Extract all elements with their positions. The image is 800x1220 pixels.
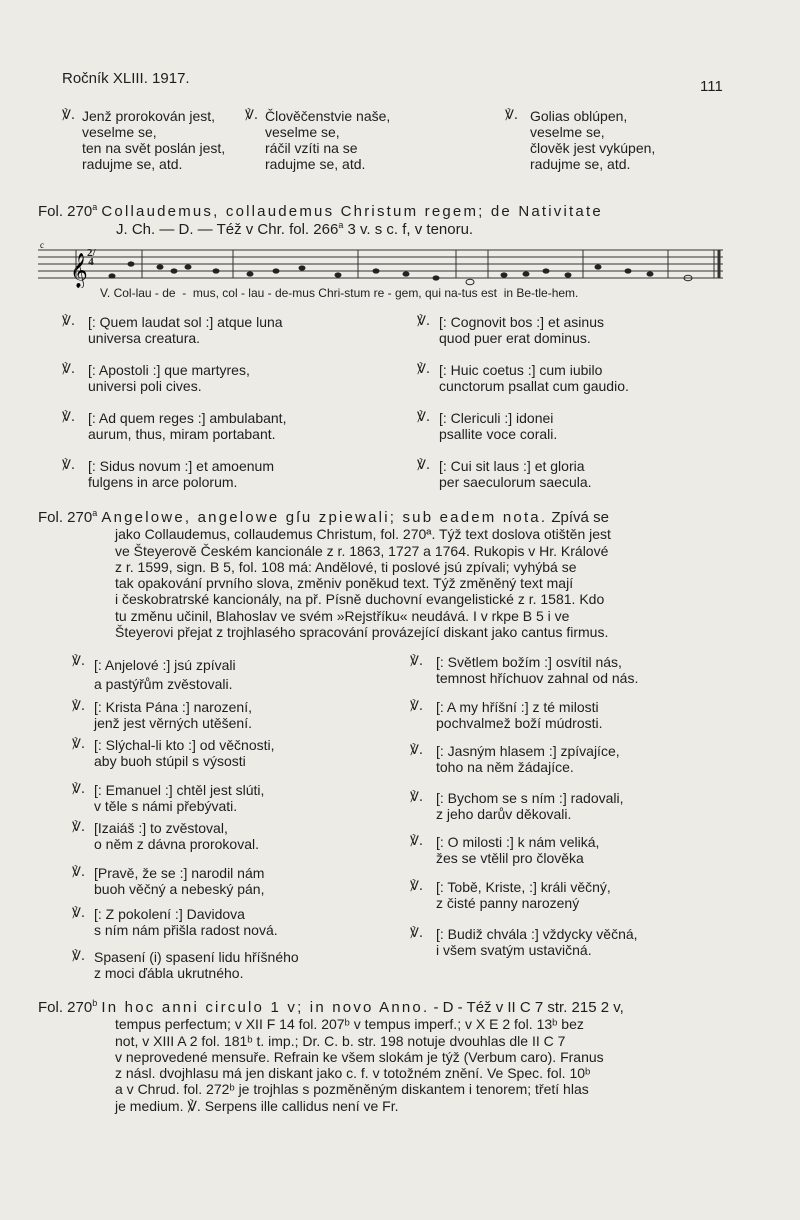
verse-line: [: Apostoli :] que martyres,	[88, 362, 250, 378]
verse-line: cunctorum psallat cum gaudio.	[439, 378, 629, 394]
versicle-sign: ℣.	[417, 458, 431, 473]
verse-line: temnost hříchuov zahnal od nás.	[436, 670, 639, 686]
versicle-sign: ℣.	[72, 820, 86, 835]
verse-line: žes se vtělil pro člověka	[436, 850, 584, 866]
czech-verse	[410, 699, 750, 743]
verse-line: veselme se,	[265, 124, 340, 140]
versicle-sign: ℣.	[62, 410, 76, 425]
verse-line: z jeho darův děkovali.	[436, 806, 572, 822]
czech-verse	[410, 654, 750, 699]
latin-verses-left	[62, 314, 402, 506]
song-title: Angelowe, angelowe gſu zpiewali; sub eadem nota.	[101, 509, 548, 526]
latin-verse	[417, 362, 757, 410]
czech-verse	[72, 654, 402, 699]
verse-line: člověk jest vykúpen,	[530, 140, 656, 156]
time-signature: 2/4	[87, 247, 96, 268]
versicle-sign: ℣.	[410, 834, 424, 849]
section-collaudemus	[38, 203, 603, 239]
source-note: J. Ch. — D. — Též v Chr. fol. 266	[116, 221, 339, 238]
music-lyrics: V. Col-lau - de - mus, col - lau - de-mus Chri-stum re - gem, qui na-tus est in Be-tle-hem.	[100, 286, 579, 300]
versicle-sign: ℣.	[410, 790, 424, 805]
versicle-sign: ℣.	[417, 362, 431, 377]
notes	[109, 261, 693, 284]
verse-line: [: Sidus novum :] et amoenum	[88, 458, 274, 474]
latin-verses-right	[417, 314, 757, 506]
verse-line: radujme se, atd.	[82, 156, 183, 172]
versicle-sign: ℣.	[62, 458, 76, 473]
latin-verse	[62, 458, 402, 506]
czech-verse	[72, 737, 402, 782]
section-angelowe	[38, 510, 611, 640]
source-sup: a	[338, 220, 344, 230]
verse-line: radujme se, atd.	[265, 156, 366, 172]
verse-line: [Izaiáš :] to zvěstoval,	[94, 820, 228, 836]
verse-line: per saeculorum saecula.	[439, 474, 592, 490]
treble-clef-icon: 𝄞	[70, 253, 88, 288]
latin-verse	[417, 314, 757, 362]
page-number: 111	[700, 78, 723, 95]
paragraph-text: Zpívá se	[547, 509, 609, 526]
top-verse-3	[505, 108, 655, 172]
paragraph-line: je medium. ℣. Serpens ille callidus není ve Fr.	[115, 1097, 399, 1114]
versicle-sign: ℣.	[72, 737, 86, 752]
verse-line: Člověčenstvie naše,	[265, 108, 391, 124]
song-title: In hoc anni circulo 1 v; in novo Anno.	[101, 999, 430, 1016]
versicle-sign: ℣.	[72, 906, 86, 921]
versicle-sign: ℣.	[72, 949, 86, 964]
verse-line: veselme se,	[530, 124, 605, 140]
versicle-sign: ℣.	[72, 782, 86, 797]
verse-line: [: Budiž chvála :] vždycky věčná,	[436, 926, 638, 942]
paragraph-line: z násl. dvojhlasu má jen diskant jako c. f. v totožném znění. Ve Spec. fol. 10ᵇ	[115, 1065, 591, 1082]
verse-line: [: A my hříšní :] z té milosti	[436, 699, 599, 715]
versicle-sign: ℣.	[505, 108, 519, 123]
running-title: Ročník XLIII. 1917.	[62, 70, 190, 87]
verse-line: psallite voce corali.	[439, 426, 558, 442]
versicle-sign: ℣.	[410, 699, 424, 714]
paragraph-line: Šteyerovi přejat z trojhlasého spracování provázející diskant jako cantus firmus.	[115, 624, 609, 641]
source-note-rest: 3 v. s c. f, v tenoru.	[343, 221, 474, 238]
verse-line: quod puer erat dominus.	[439, 330, 591, 346]
versicle-sign: ℣.	[72, 699, 86, 714]
versicle-sign: ℣.	[62, 314, 76, 329]
verse-line: [: Světlem božím :] osvítil nás,	[436, 654, 622, 670]
verse-line: fulgens in arce polorum.	[88, 474, 238, 490]
verse-line: a pastýřům zvěstovali.	[94, 676, 233, 692]
folio-sup: a	[92, 508, 98, 518]
latin-verse	[417, 458, 757, 506]
verse-line: s ním nám přišla radost nová.	[94, 922, 278, 938]
paragraph-line: jako Collaudemus, collaudemus Christum, fol. 270ª. Týž text doslova otištěn jest	[115, 526, 611, 543]
versicle-sign: ℣.	[417, 314, 431, 329]
czech-verse	[410, 743, 750, 790]
verse-line: [: Quem laudat sol :] atque luna	[88, 314, 283, 330]
versicle-sign: ℣.	[62, 108, 76, 123]
verse-line: z moci ďábla ukrutného.	[94, 965, 244, 981]
song-title: Collaudemus, collaudemus Christum regem; de Nativitate	[101, 203, 603, 220]
versicle-sign: ℣.	[72, 654, 86, 669]
folio-sup: b	[92, 998, 98, 1008]
czech-verse	[72, 699, 402, 737]
latin-verse	[62, 314, 402, 362]
paragraph-line: not, v XIII A 2 fol. 181ᵇ t. imp.; Dr. C. b. str. 198 notuje dvouhlas dle II C 7	[115, 1032, 566, 1049]
verse-line: [: Slýchal-li kto :] od věčnosti,	[94, 737, 275, 753]
folio-label: Fol. 270	[38, 999, 93, 1016]
verse-line: pochvalmež boží múdrosti.	[436, 715, 603, 731]
verse-line: jenž jest věrných utěšení.	[94, 715, 252, 731]
verse-line: [: Cognovit bos :] et asinus	[439, 314, 604, 330]
folio-sup: a	[92, 202, 98, 212]
versicle-sign: ℣.	[72, 865, 86, 880]
verse-line: z čisté panny narozený	[436, 895, 580, 911]
czech-verse	[72, 820, 402, 865]
versicle-sign: ℣.	[410, 926, 424, 941]
czech-verse	[410, 790, 750, 834]
paragraph-line: ve Šteyerově Českém kancionále z r. 1863, 1727 a 1764. Rukopis v Hr. Králové	[115, 542, 609, 559]
czech-verse	[72, 906, 402, 949]
verse-line: universi poli cives.	[88, 378, 202, 394]
verse-line: [: Tobě, Kriste, :] králi věčný,	[436, 879, 611, 895]
paragraph-text: - D - Též v II C 7 str. 215 2 v,	[429, 999, 624, 1016]
paragraph-line: a v Chrud. fol. 272ᵇ je trojhlas s pozměněným diskantem i tenorem; třetí hlas	[115, 1081, 589, 1098]
verse-line: [: Jasným hlasem :] zpívajíce,	[436, 743, 620, 759]
paragraph-line: i českobratrské kancionály, na př. Písně duchovní evangelistické z r. 1581. Kdo	[115, 591, 605, 608]
verse-line: aby buoh stúpil s výsosti	[94, 753, 246, 769]
verse-line: [: Anjelové :] jsú zpívali	[94, 657, 236, 673]
verse-line: Golias oblúpen,	[530, 108, 628, 124]
versicle-sign: ℣.	[410, 879, 424, 894]
clef-label: c	[40, 240, 44, 250]
latin-verse	[417, 410, 757, 458]
czech-verse	[72, 865, 402, 906]
verse-line: Spasení (i) spasení lidu hříšného	[94, 949, 299, 965]
versicle-sign: ℣.	[245, 108, 259, 123]
czech-verse	[410, 926, 750, 966]
verse-line: ten na svět poslán jest,	[82, 140, 226, 156]
verse-line: [: Huic coetus :] cum iubilo	[439, 362, 603, 378]
paragraph-line: tak opakování prvního slova, změniv poněkud text. Týž změněný text mají	[115, 575, 574, 592]
versicle-sign: ℣.	[410, 654, 424, 669]
verse-line: v těle s námi přebývati.	[94, 798, 238, 814]
verse-line: universa creatura.	[88, 330, 201, 346]
verse-line: ráčil vzíti na se	[265, 140, 358, 156]
paragraph-line: z r. 1599, sign. B 5, fol. 108 má: Andělové, ti poslové jsú zpívali; vyhýbá se	[115, 558, 577, 575]
verse-line: toho na něm žádajíce.	[436, 759, 574, 775]
music-staff	[38, 238, 728, 288]
top-verse-2	[245, 108, 390, 172]
verse-line: i všem svatým ustavičná.	[436, 942, 592, 958]
latin-verse	[62, 410, 402, 458]
verse-line: [: Clericuli :] idonei	[439, 410, 554, 426]
czech-verses-right	[410, 654, 750, 966]
verse-line: [: O milosti :] k nám veliká,	[436, 834, 600, 850]
section-in-hoc-anni	[38, 1000, 624, 1114]
verse-line: [: Emanuel :] chtěl jest slúti,	[94, 782, 265, 798]
folio-label: Fol. 270	[38, 509, 93, 526]
czech-verse	[72, 949, 402, 987]
versicle-sign: ℣.	[410, 743, 424, 758]
czech-verse	[410, 879, 750, 926]
latin-verse	[62, 362, 402, 410]
paragraph-line: tu změnu učinil, Blahoslav ve svém »Rejstříku« neudává. I v rkpe B 5 i ve	[115, 607, 570, 624]
verse-line: [: Krista Pána :] narození,	[94, 699, 252, 715]
czech-verse	[72, 782, 402, 820]
folio-label: Fol. 270	[38, 203, 93, 220]
verse-line: [: Ad quem reges :] ambulabant,	[88, 410, 287, 426]
verse-line: [: Bychom se s ním :] radovali,	[436, 790, 624, 806]
paragraph-line: v neprovedené mensuře. Refrain ke všem slokám je týž (Verbum caro). Franus	[115, 1048, 604, 1065]
verse-line: radujme se, atd.	[530, 156, 631, 172]
versicle-sign: ℣.	[417, 410, 431, 425]
czech-verse	[410, 834, 750, 879]
verse-line: [: Cui sit laus :] et gloria	[439, 458, 585, 474]
verse-line: [: Z pokolení :] Davidova	[94, 906, 245, 922]
paragraph-line: tempus perfectum; v XII F 14 fol. 207ᵇ v tempus imperf.; v X E 2 fol. 13ᵇ bez	[115, 1016, 584, 1033]
verse-line: buoh věčný a nebeský pán,	[94, 881, 265, 897]
verse-line: veselme se,	[82, 124, 157, 140]
verse-line: Jenž prorokován jest,	[82, 108, 216, 124]
verse-line: o něm z dávna prorokoval.	[94, 836, 259, 852]
versicle-sign: ℣.	[62, 362, 76, 377]
verse-line: aurum, thus, miram portabant.	[88, 426, 276, 442]
verse-line: [Pravě, že se :] narodil nám	[94, 865, 265, 881]
czech-verses-left	[72, 654, 402, 987]
top-verse-1	[62, 108, 225, 172]
